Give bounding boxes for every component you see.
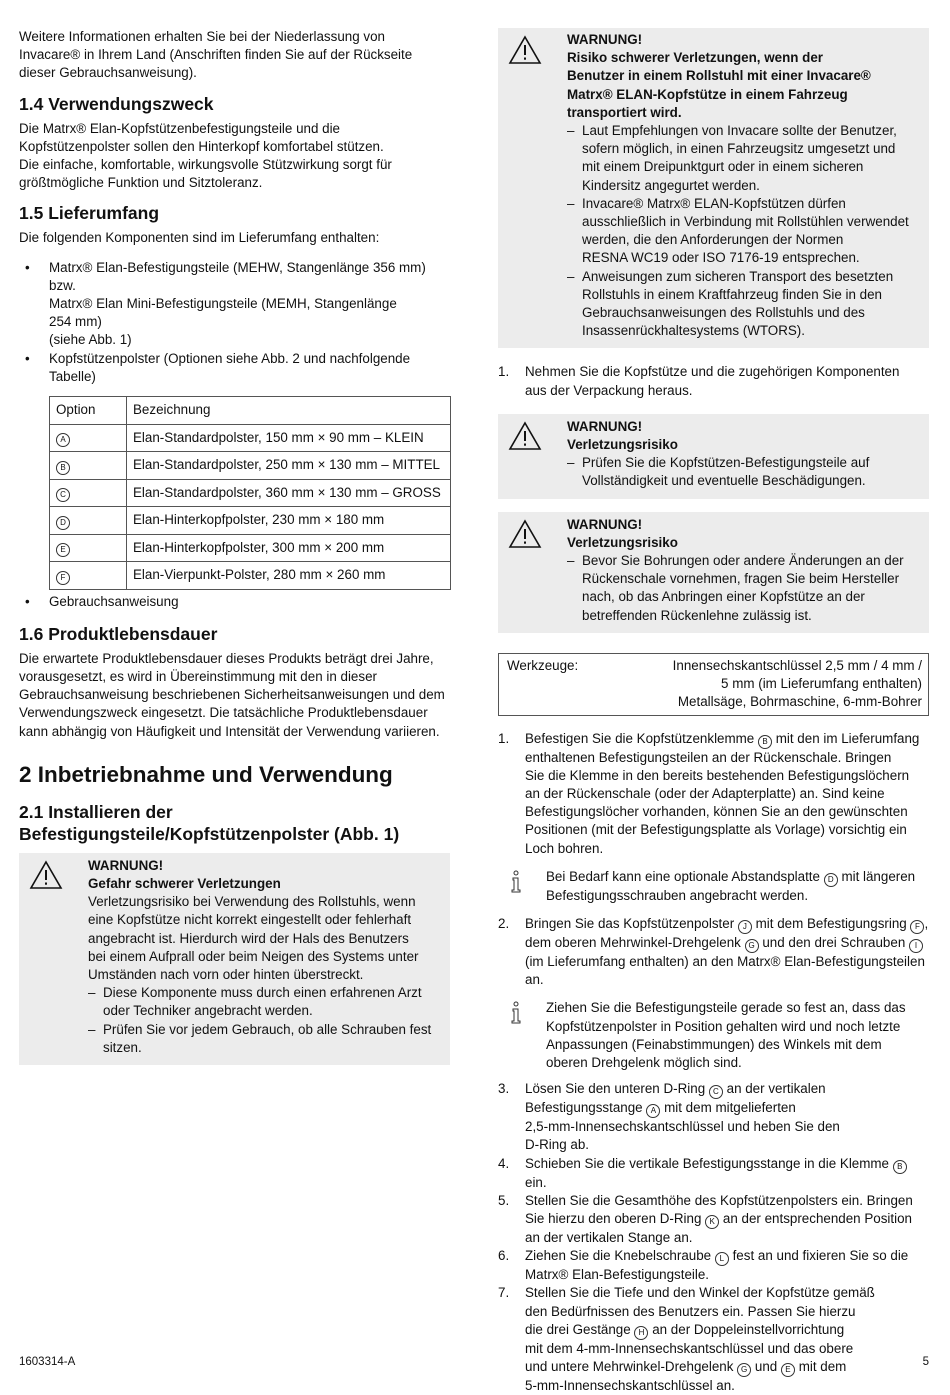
warning-triangle-icon xyxy=(29,860,63,890)
table-cell-description: Elan-Standardpolster, 360 mm × 130 mm – GROSS xyxy=(127,479,451,507)
section-title-1-6: 1.6 Produktlebensdauer xyxy=(19,623,218,644)
note-spacer-plate: Bei Bedarf kann eine optionale Abstandsplatte D mit längeren Befestigungsschrauben angebracht werden. xyxy=(498,868,929,905)
list-item-fixtures: • Matrx® Elan-Befestigungsteile (MEHW, Stangenlänge 356 mm) bzw. Matrx® Elan Mini-Befestigungsteile (MEMH, Stangenlänge 254 mm) (siehe Abb. 1) xyxy=(19,259,450,350)
section-title-1-5: 1.5 Lieferumfang xyxy=(19,203,160,224)
warning-dash-item: – Invacare® Matrx® ELAN-Kopfstützen dürfen ausschließlich in Verbindung mit Rollstühlen verwendet werden, die den Anforderungen der Normen RESNA WC19 oder ISO 7176-19 entsprechen. xyxy=(567,195,919,268)
table-row xyxy=(50,534,451,562)
table-row xyxy=(50,452,451,480)
tools-table xyxy=(498,653,929,716)
tools-value: Innensechskantschlüssel 2,5 mm / 4 mm / 5 mm (im Lieferumfang enthalten) Metallsäge, Bohrmaschine, 6-mm-Bohrer xyxy=(672,657,922,710)
part-marker: D xyxy=(824,873,838,887)
option-marker: A xyxy=(56,433,70,447)
warning-dash-item: – Laut Empfehlungen von Invacare sollte der Benutzer, sofern möglich, in einen Fahrzeugsitz umgesetzt und mit einem Dreipunktgurt oder in einem sicheren Kindersitz angegurtet werden. xyxy=(567,122,919,195)
warning-title: WARNUNG! xyxy=(567,418,643,434)
info-icon xyxy=(508,1001,524,1025)
table-header-option: Option xyxy=(50,397,127,425)
warning-dash-item: – Prüfen Sie die Kopfstützen-Befestigungsteile auf Vollständigkeit und eventuelle Beschädigungen. xyxy=(567,454,919,490)
part-marker: G xyxy=(745,939,759,953)
section-text-1-6: Die erwartete Produktlebensdauer dieses Produkts beträgt drei Jahre, vorausgesetzt, es wird in Übereinstimmung mit den in dieser Gebrauchsanweisung beschriebenen Sicherheitsanweisungen und dem Verwendungszweck eingesetzt. Die tatsächliche Produktlebensdauer kann abhängig von Häufigkeit und Intensität der Verwendung variieren. xyxy=(19,650,445,739)
warning-dash-item: – Bevor Sie Bohrungen oder andere Änderungen an der Rückenschale vornehmen, fragen Sie beim Hersteller nach, ob das Anbringen einer Kopfstütze an der betreffenden Rückenlehne zulässig ist. xyxy=(567,552,919,625)
table-row xyxy=(50,507,451,535)
warning-box-check-parts xyxy=(498,414,929,499)
table-row xyxy=(50,562,451,590)
part-marker: I xyxy=(909,939,923,953)
warning-dash-item: – Anweisungen zum sicheren Transport des besetzten Rollstuhls in einem Kraftfahrzeug finden Sie in den Gebrauchsanweisungen des Rollstuhls und des Insassenrückhaltesystems (WTORS). xyxy=(567,268,919,341)
step-2: 2. Bringen Sie das Kopfstützenpolster J mit dem Befestigungsring F , dem oberen Mehrwinkel-Drehgelenk G und den drei Schrauben I (im Lieferumfang enthalten) an den Matrx® Elan-Befestigungsteilen an. xyxy=(498,915,929,988)
warning-title: WARNUNG! xyxy=(567,32,643,47)
part-marker: C xyxy=(709,1085,723,1099)
left-column xyxy=(19,28,450,1065)
warning-subtitle: Verletzungsrisiko xyxy=(567,534,678,550)
table-row xyxy=(50,479,451,507)
warning-subtitle: Verletzungsrisiko xyxy=(567,437,678,453)
warning-box-serious-injury xyxy=(19,853,450,1065)
list-item-manual: • Gebrauchsanweisung xyxy=(19,593,450,611)
step-6: 6. Ziehen Sie die Knebelschraube L fest an und fixieren Sie so die Matrx® Elan-Befestigungsteile. xyxy=(498,1248,909,1283)
info-icon xyxy=(508,870,524,894)
warning-triangle-icon xyxy=(508,519,542,549)
part-marker: B xyxy=(758,735,772,749)
part-marker: B xyxy=(893,1160,907,1174)
option-marker: D xyxy=(56,516,70,530)
part-marker: L xyxy=(715,1252,729,1266)
step-3: 3. Lösen Sie den unteren D-Ring C an der vertikalen Befestigungsstange A mit dem mitgelieferten 2,5-mm-Innensechskantschlüssel und heben Sie den D-Ring ab. xyxy=(498,1081,840,1153)
option-marker: B xyxy=(56,461,70,475)
option-marker: F xyxy=(56,571,70,585)
warning-box-transport xyxy=(498,28,929,348)
part-marker: F xyxy=(910,920,924,934)
section-text-1-5: Die folgenden Komponenten sind im Lieferumfang enthalten: xyxy=(19,230,380,246)
step-unpack: 1. Nehmen Sie die Kopfstütze und die zugehörigen Komponenten aus der Verpackung heraus. xyxy=(498,364,900,398)
part-marker: H xyxy=(634,1326,648,1340)
warning-subtitle: Risiko schwerer Verletzungen, wenn der Benutzer in einem Rollstuhl mit einer Invacare® Matrx® ELAN-Kopfstütze in einem Fahrzeug transportiert wird. xyxy=(567,50,871,120)
tools-label: Werkzeuge: xyxy=(507,657,579,673)
warning-subtitle: Gefahr schwerer Verletzungen xyxy=(88,875,281,891)
intro-text: Weitere Informationen erhalten Sie bei der Niederlassung von Invacare® in Ihrem Land (Anschriften finden Sie auf der Rückseite dieser Gebrauchsanweisung). xyxy=(19,29,413,81)
step-5: 5. Stellen Sie die Gesamthöhe des Kopfstützenpolsters ein. Bringen Sie hierzu den oberen D-Ring K an der entsprechenden Position an der vertikalen Stange an. xyxy=(498,1192,913,1245)
section-text-1-4: Die Matrx® Elan-Kopfstützenbefestigungsteile und die Kopfstützenpolster sollen den Hinterkopf komfortabel stützen. Die einfache, komfortable, wirkungsvolle Stützwirkung sorgt für größtmögliche Funktion und Sitztoleranz. xyxy=(19,120,392,191)
part-marker: G xyxy=(737,1363,751,1377)
footer-page-number: 5 xyxy=(922,1356,929,1368)
table-cell-description: Elan-Standardpolster, 250 mm × 130 mm – MITTEL xyxy=(127,452,451,480)
table-row xyxy=(50,424,451,452)
warning-triangle-icon xyxy=(508,421,542,451)
warning-title: WARNUNG! xyxy=(88,857,164,873)
footer-doc-number: 1603314-A xyxy=(19,1356,76,1368)
table-header-row xyxy=(50,397,451,425)
part-marker: E xyxy=(781,1363,795,1377)
table-cell-description: Elan-Hinterkopfpolster, 230 mm × 180 mm xyxy=(127,507,451,535)
section-title-2-1: 2.1 Installieren der Befestigungsteile/Kopfstützenpolster (Abb. 1) xyxy=(19,801,400,844)
step-4: 4. Schieben Sie die vertikale Befestigungsstange in die Klemme B ein. xyxy=(498,1155,929,1192)
warning-dash-item: – Diese Komponente muss durch einen erfahrenen Arzt oder Techniker angebracht werden. xyxy=(88,984,440,1020)
option-marker: C xyxy=(56,488,70,502)
list-item-pads: • Kopfstützenpolster (Optionen siehe Abb. 2 und nachfolgende Tabelle) xyxy=(19,350,450,386)
note-tighten: Ziehen Sie die Befestigungsteile gerade so fest an, dass das Kopfstützenpolster in Position gehalten wird und noch letzte Anpassungen (Feinabstimmungen) des Winkels mit dem oberen Drehgelenk möglich sind. xyxy=(498,999,929,1072)
warning-title: WARNUNG! xyxy=(567,516,643,532)
warning-text: Verletzungsrisiko bei Verwendung des Rollstuhls, wenn eine Kopfstütze nicht korrekt eingestellt oder fehlerhaft angebracht ist. Hierdurch wird der Hals des Benutzers bei einem Aufprall oder beim Neigen des Systems unter Umständen nach vorn oder hinten überstreckt. xyxy=(88,894,419,982)
table-header-description: Bezeichnung xyxy=(127,397,451,425)
part-marker: J xyxy=(738,920,752,934)
chapter-title-2: 2 Inbetriebnahme und Verwendung xyxy=(19,761,393,787)
section-title-1-4: 1.4 Verwendungszweck xyxy=(19,93,214,114)
warning-triangle-icon xyxy=(508,35,542,65)
part-marker: K xyxy=(705,1215,719,1229)
table-cell-description: Elan-Vierpunkt-Polster, 280 mm × 260 mm xyxy=(127,562,451,590)
option-marker: E xyxy=(56,543,70,557)
table-cell-description: Elan-Hinterkopfpolster, 300 mm × 200 mm xyxy=(127,534,451,562)
table-cell-description: Elan-Standardpolster, 150 mm × 90 mm – KLEIN xyxy=(127,424,451,452)
warning-box-drilling xyxy=(498,512,929,633)
right-column xyxy=(498,28,929,1395)
warning-dash-item: – Prüfen Sie vor jedem Gebrauch, ob alle Schrauben fest sitzen. xyxy=(88,1021,440,1057)
options-table xyxy=(49,396,451,590)
step-7: 7. Stellen Sie die Tiefe und den Winkel der Kopfstütze gemäß den Bedürfnissen des Benutzers ein. Passen Sie hierzu die drei Gestänge H an der Doppeleinstellvorrichtung mit dem 4-mm-Innensechskantschlüssel und das obere und untere Mehrwinkel-Drehgelenk G und E mit dem 5-mm-Innensechskantschlüssel an. xyxy=(498,1285,875,1393)
part-marker: A xyxy=(646,1104,660,1118)
step-1: 1. Befestigen Sie die Kopfstützenklemme B mit den im Lieferumfang enthaltenen Befestigungsteilen an der Rückenschale. Bringen Sie die Klemme in den bereits bestehenden Befestigungslöchern an der Rückenschale (oder der Adapterplatte) an. Sind keine Befestigungslöcher vorhanden, können Sie an den gewünschten Positionen (mit der Befestigungsplatte als Vorlage) vorsichtig ein Loch bohren. xyxy=(498,730,920,856)
